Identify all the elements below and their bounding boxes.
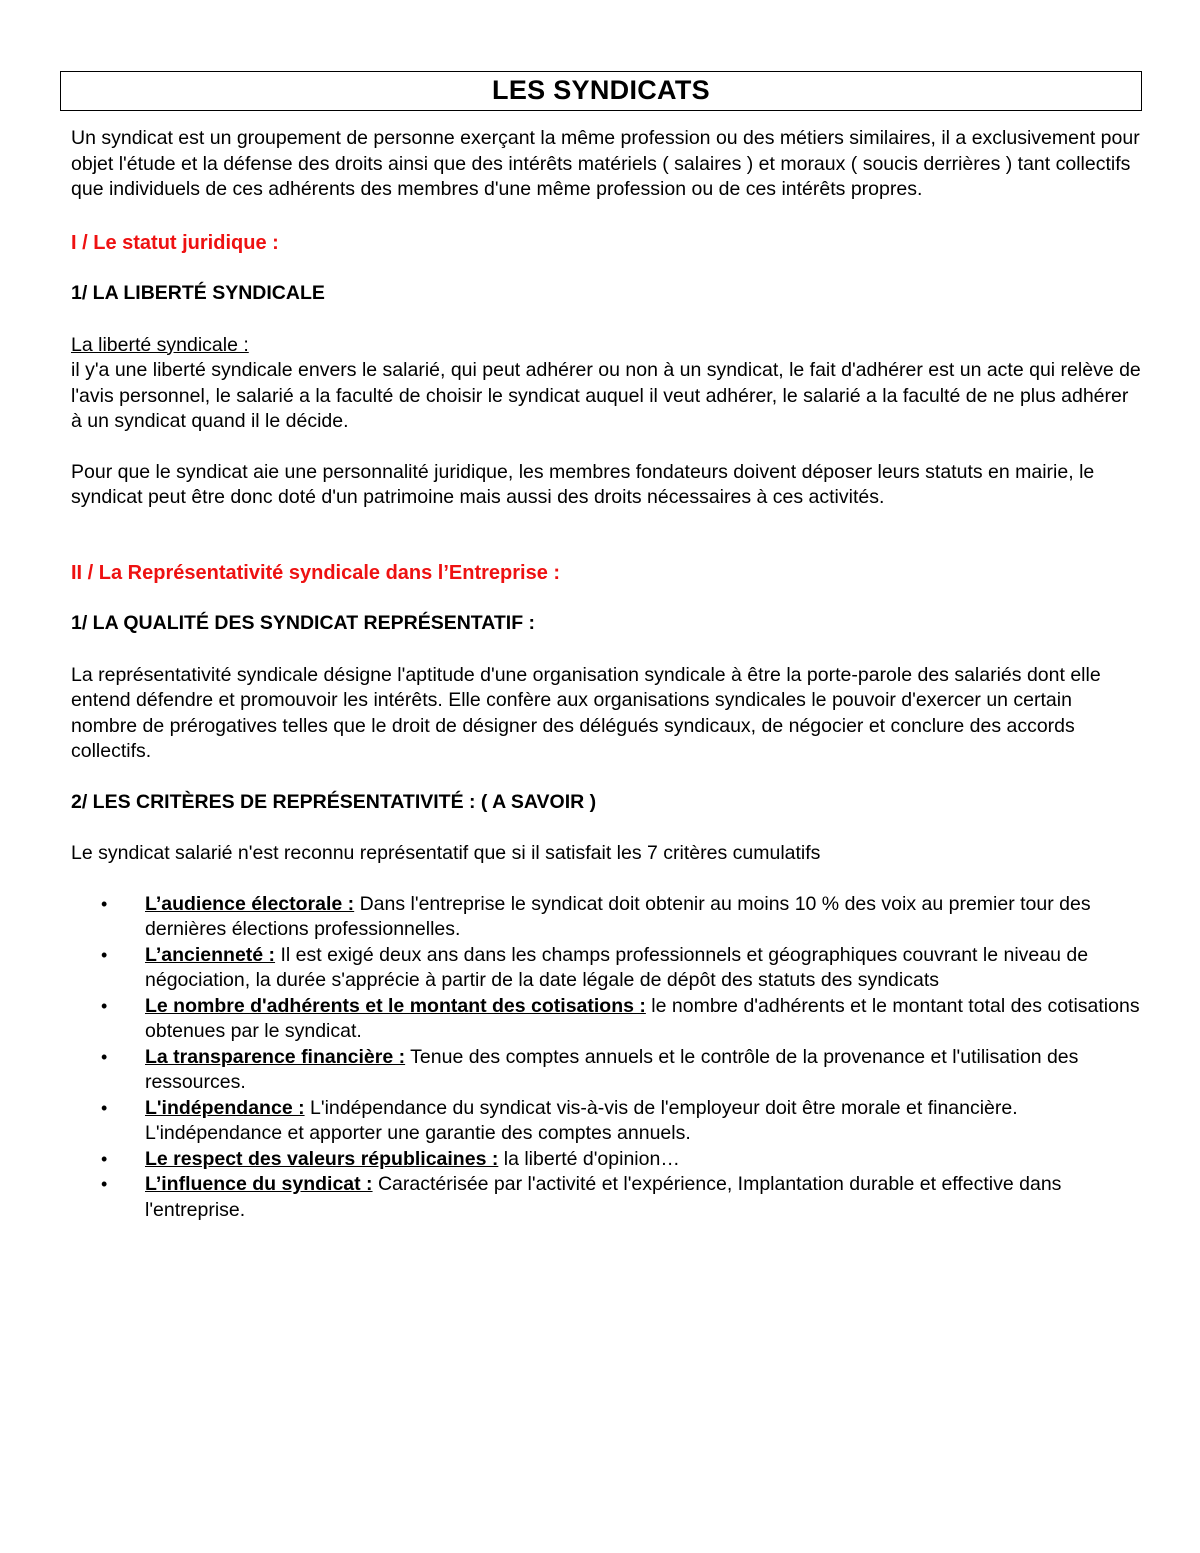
document-title: LES SYNDICATS [492,75,710,106]
criterion-label: L'indépendance : [145,1096,305,1119]
intro-paragraph: Un syndicat est un groupement de personne exerçant la même profession ou des métiers similaires, il a exclusivement pour objet l'étude et la défense des droits ainsi que des intérêts matériels ( salaires ) et moraux ( soucis derrières ) tant collectifs que individuels de ces adhérents des membres d'une même profession ou de ces intérêts propres. [71,127,1140,200]
criterion-text: Dans l'entreprise le syndicat doit obtenir au moins 10 % des voix au premier tour des dernières élections professionnelles. [145,892,1091,940]
list-item [71,1096,1141,1147]
criterion-text: L'indépendance du syndicat vis-à-vis de l'employeur doit être morale et financière. L'indépendance et apporter une garantie des comptes annuels. [145,1096,1018,1144]
criteria-list [71,892,1141,1224]
document-page [71,71,1141,1223]
title-box [60,71,1142,111]
bullet-icon: • [101,1046,108,1067]
criterion-label: La transparence financière : [145,1045,406,1068]
liberte-syndicale-label: La liberté syndicale : [71,333,249,356]
criterion-text: la liberté d'opinion… [498,1147,680,1170]
section-1-subtitle: 1/ LA LIBERTÉ SYNDICALE [71,282,325,304]
qualite-paragraph: La représentativité syndicale désigne l'aptitude d'une organisation syndicale à être la porte-parole des salariés dont elle entend défendre et promouvoir les intérêts. Elle confère aux organisations syndicales le pouvoir d'exercer un certain nombre de prérogatives telles que le droit de désigner des délégués syndicaux, de négocier et conclure des accords collectifs. [71,663,1101,762]
bullet-icon: • [101,893,108,914]
bullet-icon: • [101,944,108,965]
list-item [71,1147,1141,1173]
liberte-syndicale-paragraph: il y'a une liberté syndicale envers le salarié, qui peut adhérer ou non à un syndicat, le fait d'adhérer est un acte qui relève de l'avis personnel, le salarié a la faculté de choisir le syndicat auquel il veut adhérer, le salarié a la faculté de ne plus adhérer à un syndicat quand il le décide. [71,359,1141,432]
criterion-label: Le respect des valeurs républicaines : [145,1147,499,1170]
section-2-subtitle-2: 2/ LES CRITÈRES DE REPRÉSENTATIVITÉ : ( A SAVOIR ) [71,790,597,813]
criterion-label: L’ancienneté : [145,943,276,966]
criterion-label: L’audience électorale : [145,892,355,915]
list-item [71,943,1141,994]
bullet-icon: • [101,995,108,1016]
criterion-text: Caractérisée par l'activité et l'expérience, Implantation durable et effective dans l'entreprise. [145,1173,1062,1221]
list-item [71,994,1141,1045]
criterion-label: Le nombre d'adhérents et le montant des cotisations : [145,994,646,1017]
criterion-text: Tenue des comptes annuels et le contrôle de la provenance et l'utilisation des ressources. [145,1045,1079,1093]
criterion-text: Il est exigé deux ans dans les champs professionnels et géographiques couvrant le niveau de négociation, la durée s'apprécie à partir de la date légale de dépôt des statuts des syndicats [145,943,1089,991]
personnalite-juridique-paragraph: Pour que le syndicat aie une personnalité juridique, les membres fondateurs doivent déposer leurs statuts en mairie, le syndicat peut être donc doté d'un patrimoine mais aussi des droits nécessaires à ces activités. [71,460,1095,508]
bullet-icon: • [101,1174,108,1194]
list-item [71,1045,1141,1096]
criteres-intro: Le syndicat salarié n'est reconnu représentatif que si il satisfait les 7 critères cumulatifs [71,842,821,864]
criterion-text: le nombre d'adhérents et le montant total des cotisations obtenues par le syndicat. [145,994,1140,1042]
list-item [71,892,1141,943]
criterion-label: L’influence du syndicat : [145,1173,373,1195]
bullet-icon: • [101,1097,108,1118]
bullet-icon: • [101,1148,108,1169]
section-2-subtitle-1: 1/ LA QUALITÉ DES SYNDICAT REPRÉSENTATIF : [71,612,536,634]
section-2-title: II / La Représentativité syndicale dans l’Entreprise : [71,561,561,584]
list-item [71,1172,1141,1223]
section-1-title: I / Le statut juridique : [71,231,279,254]
